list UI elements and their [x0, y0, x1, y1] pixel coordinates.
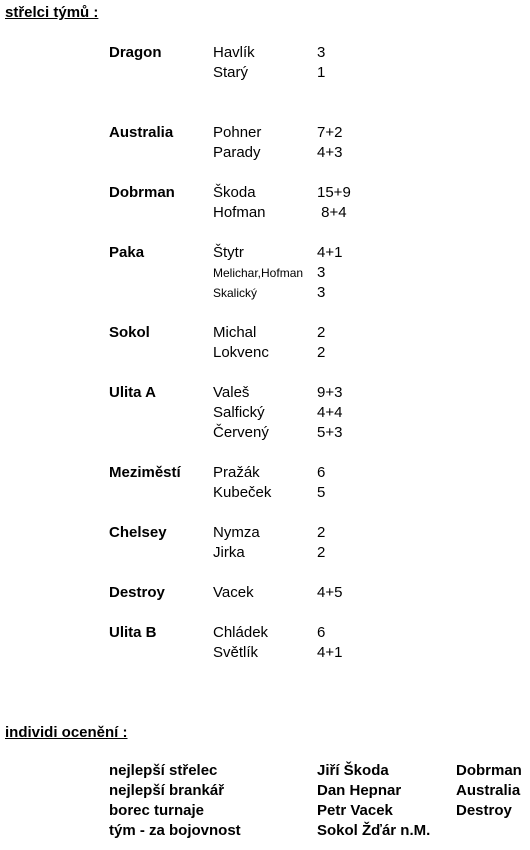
team-name: Ulita A — [109, 384, 156, 401]
scorer-goals: 1 — [317, 64, 326, 81]
award-team: Australia — [456, 782, 521, 799]
scorer-name: Starý — [213, 64, 249, 81]
award-row — [0, 802, 530, 822]
scorer-row — [0, 264, 530, 284]
scorer-name: Štytr — [213, 244, 244, 261]
scorer-row — [0, 484, 530, 504]
scorer-row — [0, 524, 530, 544]
scorer-row — [0, 64, 530, 84]
award-winner: Sokol Žďár n.M. — [317, 822, 431, 839]
scorer-goals: 3 — [317, 44, 326, 61]
team-name: Meziměstí — [109, 464, 181, 481]
scorers-heading: střelci týmů : — [5, 4, 99, 21]
scorer-name: Chládek — [213, 624, 269, 641]
scorer-name: Vacek — [213, 584, 254, 601]
scorer-row — [0, 424, 530, 444]
award-row — [0, 762, 530, 782]
scorer-name: Havlík — [213, 44, 255, 61]
award-row — [0, 782, 530, 802]
scorer-goals: 2 — [317, 324, 326, 341]
award-row — [0, 822, 530, 842]
scorer-row — [0, 344, 530, 364]
scorer-row — [0, 584, 530, 604]
scorer-name: Valeš — [213, 384, 250, 401]
scorer-name: Lokvenc — [213, 344, 269, 361]
scorer-goals: 2 — [317, 524, 326, 541]
award-category: borec turnaje — [109, 802, 205, 819]
award-category: tým - za bojovnost — [109, 822, 241, 839]
scorer-row — [0, 464, 530, 484]
scorer-row — [0, 544, 530, 564]
scorer-name: Světlík — [213, 644, 259, 661]
scorer-goals: 3 — [317, 284, 326, 301]
scorer-row — [0, 44, 530, 64]
scorer-goals: 6 — [317, 464, 326, 481]
scorer-name: Michal — [213, 324, 257, 341]
scorer-goals: 8+4 — [317, 204, 347, 221]
scorer-name: Pražák — [213, 464, 260, 481]
award-winner: Dan Hepnar — [317, 782, 402, 799]
scorer-row — [0, 284, 530, 304]
scorer-goals: 4+4 — [317, 404, 343, 421]
scorer-goals: 9+3 — [317, 384, 343, 401]
scorer-name: Skalický — [213, 286, 258, 300]
team-name: Ulita B — [109, 624, 157, 641]
scorer-row — [0, 324, 530, 344]
scorer-name: Hofman — [213, 204, 266, 221]
team-name: Dobrman — [109, 184, 175, 201]
scorer-row — [0, 124, 530, 144]
team-name: Dragon — [109, 44, 162, 61]
scorer-row — [0, 204, 530, 224]
awards-heading: individi ocenění : — [5, 724, 128, 741]
scorer-goals: 4+3 — [317, 144, 343, 161]
award-category: nejlepší brankář — [109, 782, 225, 799]
team-name: Australia — [109, 124, 174, 141]
scorer-goals: 4+5 — [317, 584, 343, 601]
scorer-goals: 4+1 — [317, 244, 343, 261]
scorer-row — [0, 184, 530, 204]
scorer-name: Pohner — [213, 124, 262, 141]
award-team: Dobrman — [456, 762, 522, 779]
scorer-goals: 15+9 — [317, 184, 351, 201]
team-name: Paka — [109, 244, 145, 261]
scorer-goals: 5 — [317, 484, 326, 501]
scorer-name: Salfický — [213, 404, 265, 421]
scorer-name: Škoda — [213, 184, 256, 201]
scorer-goals: 2 — [317, 544, 326, 561]
scorer-name: Jirka — [213, 544, 245, 561]
team-name: Chelsey — [109, 524, 167, 541]
scorer-goals: 4+1 — [317, 644, 343, 661]
scorer-row — [0, 404, 530, 424]
team-name: Destroy — [109, 584, 165, 601]
scorer-name: Melichar,Hofman — [213, 266, 304, 280]
scorer-row — [0, 244, 530, 264]
scorer-row — [0, 644, 530, 664]
scorer-name: Nymza — [213, 524, 260, 541]
award-category: nejlepší střelec — [109, 762, 218, 779]
award-team: Destroy — [456, 802, 512, 819]
scorer-goals: 3 — [317, 264, 326, 281]
scorer-row — [0, 624, 530, 644]
scorer-goals: 5+3 — [317, 424, 343, 441]
scorer-row — [0, 144, 530, 164]
scorer-name: Parady — [213, 144, 261, 161]
award-winner: Petr Vacek — [317, 802, 393, 819]
scorer-goals: 7+2 — [317, 124, 343, 141]
award-winner: Jiří Škoda — [317, 762, 389, 779]
team-name: Sokol — [109, 324, 150, 341]
scorer-name: Červený — [213, 424, 269, 441]
scorer-goals: 2 — [317, 344, 326, 361]
scorer-goals: 6 — [317, 624, 326, 641]
scorer-row — [0, 384, 530, 404]
scorer-name: Kubeček — [213, 484, 272, 501]
